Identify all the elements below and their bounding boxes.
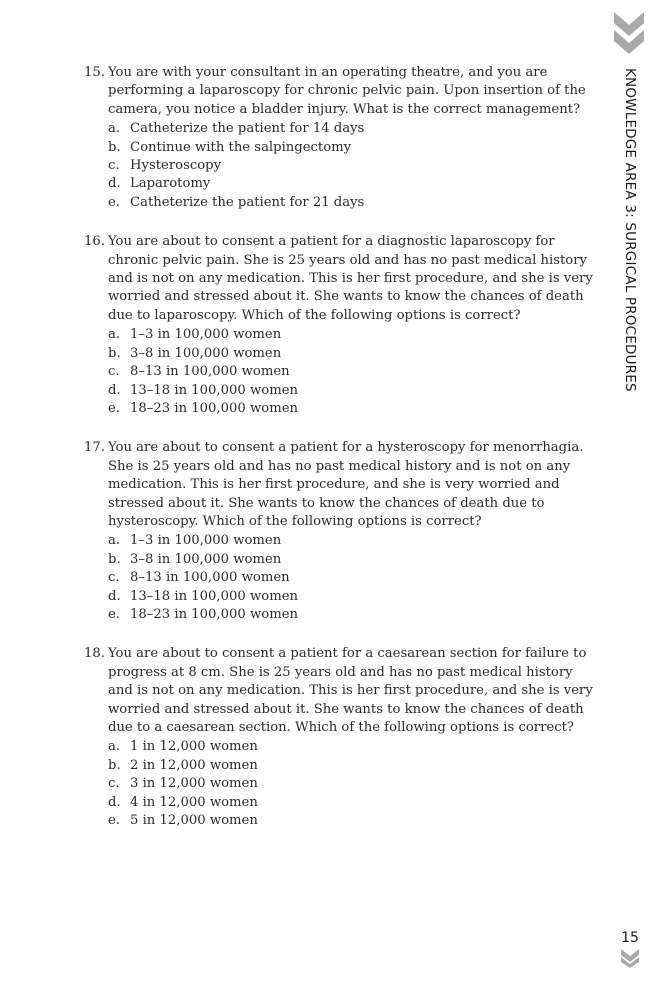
option-a [108,120,594,138]
question-list [84,64,594,851]
option-letter: c. [108,158,120,174]
option-text: 8–13 in 100,000 women [130,570,290,586]
question-18 [84,645,594,830]
option-text: 8–13 in 100,000 women [130,364,290,380]
option-letter: c. [108,570,120,586]
option-letter: e. [108,606,120,622]
option-text: 1–3 in 100,000 women [130,327,282,343]
question-15 [84,64,594,212]
question-text: You are about to consent a patient for a diagnostic laparoscopy for chronic pelvic pain. She is 25 years old and has no past medical history and is not on any medication. This is her first procedure, and she is very worried and stressed about it. She wants to know the chances of death due to laparoscopy. Which of the following options is correct? [108,234,593,323]
option-list [108,326,594,418]
option-text: 13–18 in 100,000 women [130,382,299,398]
question-text: You are with your consultant in an operating theatre, and you are performing a laparoscopy for chronic pelvic pain. Upon insertion of the camera, you notice a bladder injury. What is the correct management? [108,65,586,117]
option-list [108,532,594,624]
chevron-down-double-icon [620,948,640,968]
option-a [108,326,594,344]
option-b [108,757,594,775]
option-c [108,363,594,381]
question-number: 16. [84,234,105,250]
option-a [108,738,594,756]
option-letter: b. [108,139,121,155]
option-b [108,551,594,569]
option-letter: c. [108,364,120,380]
option-text: Hysteroscopy [130,158,222,174]
question-number: 17. [84,440,105,456]
option-text: 3 in 12,000 women [130,776,258,792]
option-c [108,157,594,175]
option-e [108,812,594,830]
option-text: 5 in 12,000 women [130,813,258,829]
option-a [108,532,594,550]
option-e [108,400,594,418]
option-letter: c. [108,776,120,792]
option-text: 1–3 in 100,000 women [130,533,282,549]
side-tab [612,12,646,392]
option-text: 18–23 in 100,000 women [130,400,299,416]
option-text: Continue with the salpingectomy [130,139,352,155]
section-title: KNOWLEDGE AREA 3: SURGICAL PROCEDURES [622,68,638,392]
option-c [108,569,594,587]
page-number: 15 [621,930,639,946]
option-letter: e. [108,813,120,829]
option-letter: a. [108,327,121,343]
option-letter: d. [108,794,121,810]
option-letter: b. [108,345,121,361]
option-b [108,139,594,157]
option-text: 4 in 12,000 women [130,794,258,810]
option-text: 13–18 in 100,000 women [130,588,299,604]
option-text: Catheterize the patient for 14 days [130,121,365,137]
option-d [108,794,594,812]
option-text: 1 in 12,000 women [130,739,258,755]
option-d [108,382,594,400]
question-text: You are about to consent a patient for a caesarean section for failure to progress at 8 cm. She is 25 years old and has no past medical history and is not on any medication. This is her first procedure, and she is very worried and stressed about it. She wants to know the chances of death due to a caesarean section. Which of the following options is correct? [108,646,593,735]
option-list [108,120,594,212]
question-16 [84,233,594,418]
option-list [108,738,594,830]
option-text: 18–23 in 100,000 women [130,606,299,622]
question-17 [84,439,594,624]
option-letter: d. [108,382,121,398]
question-number: 18. [84,646,105,662]
option-e [108,606,594,624]
option-text: 3–8 in 100,000 women [130,551,282,567]
option-text: Catheterize the patient for 21 days [130,194,365,210]
option-letter: a. [108,121,121,137]
option-letter: b. [108,757,121,773]
option-d [108,175,594,193]
option-letter: e. [108,400,120,416]
question-text: You are about to consent a patient for a hysteroscopy for menorrhagia. She is 25 years old and has no past medical history and is not on any medication. This is her first procedure, and she is very worried and stressed about it. She wants to know the chances of death due to hysteroscopy. Which of the following options is correct? [108,440,584,529]
option-c [108,775,594,793]
option-letter: a. [108,739,121,755]
question-number: 15. [84,65,105,80]
option-letter: d. [108,176,121,192]
option-d [108,588,594,606]
option-text: 2 in 12,000 women [130,757,258,773]
option-letter: a. [108,533,121,549]
option-letter: d. [108,588,121,604]
option-e [108,194,594,212]
option-text: Laparotomy [130,176,211,192]
option-text: 3–8 in 100,000 women [130,345,282,361]
chevron-down-double-icon [614,12,644,58]
option-b [108,345,594,363]
option-letter: b. [108,551,121,567]
option-letter: e. [108,194,120,210]
